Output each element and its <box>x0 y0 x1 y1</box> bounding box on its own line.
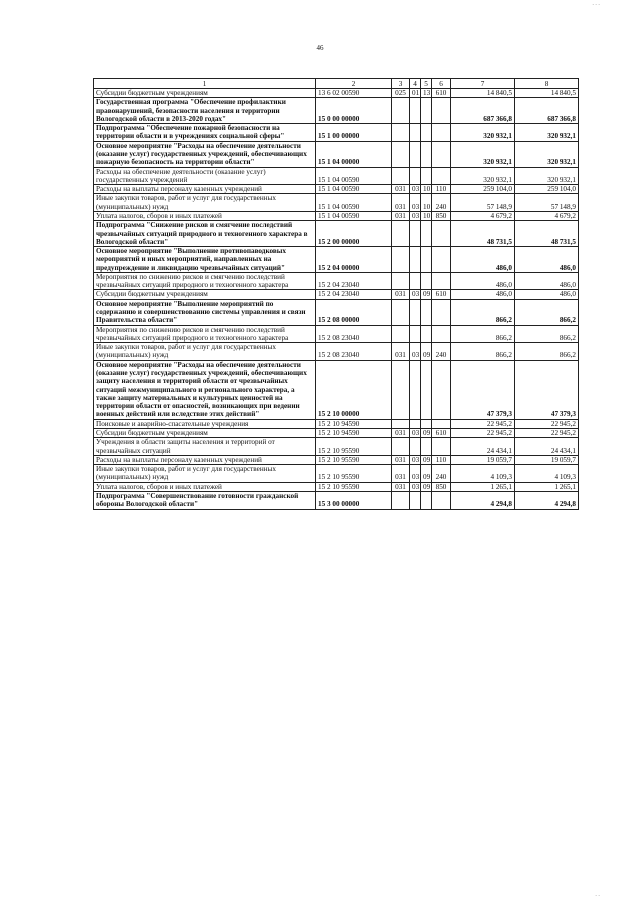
row-description: Иные закупки товаров, работ и услуг для государственных (муниципальных) нужд <box>94 343 316 361</box>
row-classification-code: 15 3 00 00000 <box>316 491 392 509</box>
row-section-code: 03 <box>410 343 421 361</box>
row-description: Расходы на обеспечение деятельности (оказание услуг) государственных учреждений <box>94 167 316 185</box>
row-ministry-code <box>392 299 410 325</box>
table-row <box>94 299 579 325</box>
row-subsection-code: 09 <box>421 465 432 483</box>
row-classification-code: 15 1 04 00590 <box>316 211 392 220</box>
row-section-code: 03 <box>410 185 421 194</box>
row-amount-col7: 486,0 <box>451 272 515 290</box>
row-subsection-code <box>421 419 432 428</box>
row-ministry-code: 031 <box>392 465 410 483</box>
row-description: Иные закупки товаров, работ и услуг для государственных (муниципальных) нужд <box>94 194 316 212</box>
row-subsection-code <box>421 98 432 124</box>
row-amount-col7: 320 932,1 <box>451 167 515 185</box>
row-section-code <box>410 124 421 142</box>
row-ministry-code: 031 <box>392 428 410 437</box>
row-subsection-code: 10 <box>421 185 432 194</box>
row-amount-col7: 14 840,5 <box>451 89 515 98</box>
row-expense-type-code: 610 <box>432 290 451 299</box>
table-row <box>94 194 579 212</box>
row-section-code: 03 <box>410 482 421 491</box>
row-ministry-code <box>392 167 410 185</box>
row-ministry-code: 031 <box>392 185 410 194</box>
row-section-code <box>410 272 421 290</box>
row-amount-col8: 14 840,5 <box>515 89 579 98</box>
row-amount-col8: 4 679,2 <box>515 211 579 220</box>
row-description: Уплата налогов, сборов и иных платежей <box>94 211 316 220</box>
row-expense-type-code <box>432 325 451 343</box>
row-ministry-code: 025 <box>392 89 410 98</box>
row-amount-col8: 48 731,5 <box>515 221 579 247</box>
page-number: 46 <box>316 44 324 52</box>
row-description: Основное мероприятие "Выполнение мероприятий по содержанию и совершенствованию системы управления и связи Правительства области" <box>94 299 316 325</box>
row-amount-col8: 57 148,9 <box>515 194 579 212</box>
table-row <box>94 247 579 273</box>
row-section-code <box>410 325 421 343</box>
row-amount-col8: 22 945,2 <box>515 419 579 428</box>
row-amount-col8: 47 379,3 <box>515 360 579 419</box>
row-expense-type-code <box>432 124 451 142</box>
row-classification-code: 15 2 10 00000 <box>316 360 392 419</box>
table-row <box>94 185 579 194</box>
row-ministry-code <box>392 98 410 124</box>
row-section-code: 03 <box>410 455 421 464</box>
row-subsection-code <box>421 325 432 343</box>
row-amount-col7: 866,2 <box>451 325 515 343</box>
row-classification-code: 15 2 10 95590 <box>316 438 392 456</box>
row-amount-col7: 47 379,3 <box>451 360 515 419</box>
row-description: Мероприятия по снижению рисков и смягчению последствий чрезвычайных ситуаций природного и техногенного характера <box>94 325 316 343</box>
corner-mark-top: - - - <box>592 3 600 8</box>
row-expense-type-code <box>432 141 451 167</box>
row-ministry-code <box>392 325 410 343</box>
row-amount-col7: 22 945,2 <box>451 419 515 428</box>
row-amount-col7: 48 731,5 <box>451 221 515 247</box>
row-expense-type-code: 110 <box>432 185 451 194</box>
row-subsection-code: 10 <box>421 211 432 220</box>
row-ministry-code <box>392 124 410 142</box>
row-amount-col7: 320 932,1 <box>451 124 515 142</box>
row-amount-col7: 866,2 <box>451 343 515 361</box>
row-ministry-code: 031 <box>392 211 410 220</box>
table-header-row <box>94 79 579 89</box>
row-amount-col7: 320 932,1 <box>451 141 515 167</box>
row-expense-type-code: 240 <box>432 194 451 212</box>
row-classification-code: 15 2 10 95590 <box>316 482 392 491</box>
row-description: Расходы на выплаты персоналу казенных учреждений <box>94 455 316 464</box>
row-classification-code: 15 0 00 00000 <box>316 98 392 124</box>
row-section-code: 03 <box>410 211 421 220</box>
row-section-code: 01 <box>410 89 421 98</box>
header-cell: 4 <box>410 79 421 89</box>
row-description: Расходы на выплаты персоналу казенных учреждений <box>94 185 316 194</box>
row-amount-col8: 320 932,1 <box>515 141 579 167</box>
row-subsection-code: 10 <box>421 194 432 212</box>
row-expense-type-code <box>432 299 451 325</box>
row-amount-col7: 259 104,0 <box>451 185 515 194</box>
row-section-code: 03 <box>410 290 421 299</box>
row-subsection-code: 09 <box>421 482 432 491</box>
header-cell: 6 <box>432 79 451 89</box>
row-subsection-code <box>421 247 432 273</box>
row-amount-col8: 320 932,1 <box>515 167 579 185</box>
row-classification-code: 15 2 10 95590 <box>316 455 392 464</box>
row-section-code: 03 <box>410 428 421 437</box>
header-cell: 2 <box>316 79 392 89</box>
row-classification-code: 15 1 04 00000 <box>316 141 392 167</box>
row-subsection-code <box>421 299 432 325</box>
row-amount-col8: 320 932,1 <box>515 124 579 142</box>
header-cell: 8 <box>515 79 579 89</box>
row-section-code <box>410 98 421 124</box>
row-amount-col7: 866,2 <box>451 299 515 325</box>
table-row <box>94 325 579 343</box>
row-expense-type-code: 240 <box>432 465 451 483</box>
header-cell: 1 <box>94 79 316 89</box>
row-amount-col7: 4 109,3 <box>451 465 515 483</box>
row-amount-col8: 259 104,0 <box>515 185 579 194</box>
row-amount-col8: 486,0 <box>515 272 579 290</box>
row-classification-code: 15 2 04 23040 <box>316 290 392 299</box>
row-amount-col7: 4 679,2 <box>451 211 515 220</box>
row-expense-type-code <box>432 360 451 419</box>
table-row <box>94 89 579 98</box>
row-classification-code: 15 1 04 00590 <box>316 194 392 212</box>
row-ministry-code: 031 <box>392 290 410 299</box>
table-row <box>94 343 579 361</box>
row-amount-col8: 1 265,1 <box>515 482 579 491</box>
row-expense-type-code <box>432 419 451 428</box>
row-section-code <box>410 247 421 273</box>
row-section-code <box>410 299 421 325</box>
row-section-code <box>410 141 421 167</box>
row-description: Основное мероприятие "Расходы на обеспечение деятельности (оказание услуг) государственных учреждений, обеспечивающих пожарную безопасность на территории области" <box>94 141 316 167</box>
row-description: Основное мероприятие "Расходы на обеспечение деятельности (оказание услуг) государственных учреждений, обеспечивающих защиту населения и территорий области от чрезвычайных ситуаций межмуниципального и регионального характера, а также защиту материальных и культурных ценностей на территории области от опасностей, возникающих при ведении военных действий или вследствие этих действий" <box>94 360 316 419</box>
row-classification-code: 15 2 08 23040 <box>316 325 392 343</box>
row-classification-code: 15 2 04 23040 <box>316 272 392 290</box>
row-expense-type-code <box>432 221 451 247</box>
row-section-code <box>410 491 421 509</box>
row-expense-type-code: 610 <box>432 428 451 437</box>
row-ministry-code <box>392 221 410 247</box>
row-amount-col7: 486,0 <box>451 290 515 299</box>
row-subsection-code <box>421 360 432 419</box>
row-ministry-code <box>392 491 410 509</box>
row-description: Основное мероприятие "Выполнение противопаводковых мероприятий и иных мероприятий, направленных на предупреждение и ликвидацию чрезвычайных ситуаций" <box>94 247 316 273</box>
header-cell: 7 <box>451 79 515 89</box>
table-row <box>94 482 579 491</box>
row-amount-col7: 4 294,8 <box>451 491 515 509</box>
row-ministry-code <box>392 247 410 273</box>
row-expense-type-code: 850 <box>432 211 451 220</box>
row-ministry-code: 031 <box>392 455 410 464</box>
budget-table <box>93 78 579 510</box>
row-ministry-code <box>392 272 410 290</box>
row-subsection-code <box>421 167 432 185</box>
row-amount-col7: 24 434,1 <box>451 438 515 456</box>
table-row <box>94 124 579 142</box>
row-amount-col8: 866,2 <box>515 299 579 325</box>
row-description: Субсидии бюджетным учреждениям <box>94 290 316 299</box>
table-row <box>94 141 579 167</box>
row-section-code: 03 <box>410 465 421 483</box>
row-subsection-code: 09 <box>421 290 432 299</box>
row-classification-code: 15 1 00 00000 <box>316 124 392 142</box>
table-row <box>94 98 579 124</box>
row-subsection-code: 09 <box>421 455 432 464</box>
row-expense-type-code <box>432 247 451 273</box>
row-section-code <box>410 360 421 419</box>
row-amount-col7: 19 059,7 <box>451 455 515 464</box>
row-amount-col7: 687 366,8 <box>451 98 515 124</box>
row-amount-col8: 4 294,8 <box>515 491 579 509</box>
row-description: Государственная программа "Обеспечение профилактики правонарушений, безопасности населения и территории Вологодской области в 2013-2020 годах" <box>94 98 316 124</box>
row-ministry-code <box>392 360 410 419</box>
row-subsection-code <box>421 272 432 290</box>
row-expense-type-code <box>432 438 451 456</box>
row-classification-code: 15 2 08 23040 <box>316 343 392 361</box>
row-amount-col8: 24 434,1 <box>515 438 579 456</box>
table-row <box>94 455 579 464</box>
row-subsection-code <box>421 438 432 456</box>
table-row <box>94 272 579 290</box>
row-section-code <box>410 438 421 456</box>
row-section-code: 03 <box>410 194 421 212</box>
header-cell: 5 <box>421 79 432 89</box>
row-expense-type-code: 850 <box>432 482 451 491</box>
row-classification-code: 15 2 00 00000 <box>316 221 392 247</box>
row-subsection-code: 09 <box>421 428 432 437</box>
row-description: Подпрограмма "Снижение рисков и смягчение последствий чрезвычайных ситуаций природного и техногенного характера в Вологодской области" <box>94 221 316 247</box>
corner-mark-bottom: - - <box>595 894 600 899</box>
row-subsection-code <box>421 491 432 509</box>
row-ministry-code <box>392 419 410 428</box>
row-amount-col7: 22 945,2 <box>451 428 515 437</box>
row-ministry-code <box>392 438 410 456</box>
row-subsection-code <box>421 124 432 142</box>
table-row <box>94 360 579 419</box>
row-expense-type-code: 110 <box>432 455 451 464</box>
row-expense-type-code: 610 <box>432 89 451 98</box>
table-row <box>94 221 579 247</box>
row-description: Субсидии бюджетным учреждениям <box>94 89 316 98</box>
row-description: Подпрограмма "Обеспечение пожарной безопасности на территории области и в учреждениях социальной сферы" <box>94 124 316 142</box>
row-amount-col8: 4 109,3 <box>515 465 579 483</box>
row-classification-code: 15 2 10 95590 <box>316 465 392 483</box>
row-expense-type-code: 240 <box>432 343 451 361</box>
row-section-code <box>410 419 421 428</box>
row-amount-col7: 1 265,1 <box>451 482 515 491</box>
header-cell: 3 <box>392 79 410 89</box>
row-subsection-code: 09 <box>421 343 432 361</box>
row-amount-col8: 22 945,2 <box>515 428 579 437</box>
row-expense-type-code <box>432 272 451 290</box>
table-row <box>94 290 579 299</box>
row-amount-col8: 687 366,8 <box>515 98 579 124</box>
table-row <box>94 419 579 428</box>
row-expense-type-code <box>432 491 451 509</box>
row-classification-code: 13 6 02 00590 <box>316 89 392 98</box>
row-ministry-code: 031 <box>392 343 410 361</box>
row-amount-col8: 19 059,7 <box>515 455 579 464</box>
row-subsection-code <box>421 221 432 247</box>
table-row <box>94 428 579 437</box>
row-classification-code: 15 1 04 00590 <box>316 167 392 185</box>
row-subsection-code: 13 <box>421 89 432 98</box>
row-section-code <box>410 167 421 185</box>
row-classification-code: 15 2 10 94590 <box>316 419 392 428</box>
row-amount-col8: 486,0 <box>515 290 579 299</box>
row-amount-col7: 57 148,9 <box>451 194 515 212</box>
table-row <box>94 491 579 509</box>
row-description: Поисковые и аварийно-спасательные учреждения <box>94 419 316 428</box>
row-ministry-code: 031 <box>392 194 410 212</box>
row-ministry-code <box>392 141 410 167</box>
row-amount-col7: 486,0 <box>451 247 515 273</box>
row-subsection-code <box>421 141 432 167</box>
row-description: Учреждения в области защиты населения и территорий от чрезвычайных ситуаций <box>94 438 316 456</box>
row-classification-code: 15 2 10 94590 <box>316 428 392 437</box>
table-row <box>94 465 579 483</box>
row-description: Подпрограмма "Совершенствование готовности гражданской обороны Вологодской области" <box>94 491 316 509</box>
row-amount-col8: 866,2 <box>515 343 579 361</box>
table-row <box>94 438 579 456</box>
row-amount-col8: 486,0 <box>515 247 579 273</box>
row-section-code <box>410 221 421 247</box>
row-description: Мероприятия по снижению рисков и смягчению последствий чрезвычайных ситуаций природного и техногенного характера <box>94 272 316 290</box>
table-row <box>94 211 579 220</box>
row-amount-col8: 866,2 <box>515 325 579 343</box>
row-expense-type-code <box>432 167 451 185</box>
row-classification-code: 15 2 08 00000 <box>316 299 392 325</box>
row-description: Субсидии бюджетным учреждениям <box>94 428 316 437</box>
row-classification-code: 15 2 04 00000 <box>316 247 392 273</box>
row-description: Уплата налогов, сборов и иных платежей <box>94 482 316 491</box>
table-row <box>94 167 579 185</box>
row-classification-code: 15 1 04 00590 <box>316 185 392 194</box>
row-description: Иные закупки товаров, работ и услуг для государственных (муниципальных) нужд <box>94 465 316 483</box>
row-ministry-code: 031 <box>392 482 410 491</box>
row-expense-type-code <box>432 98 451 124</box>
